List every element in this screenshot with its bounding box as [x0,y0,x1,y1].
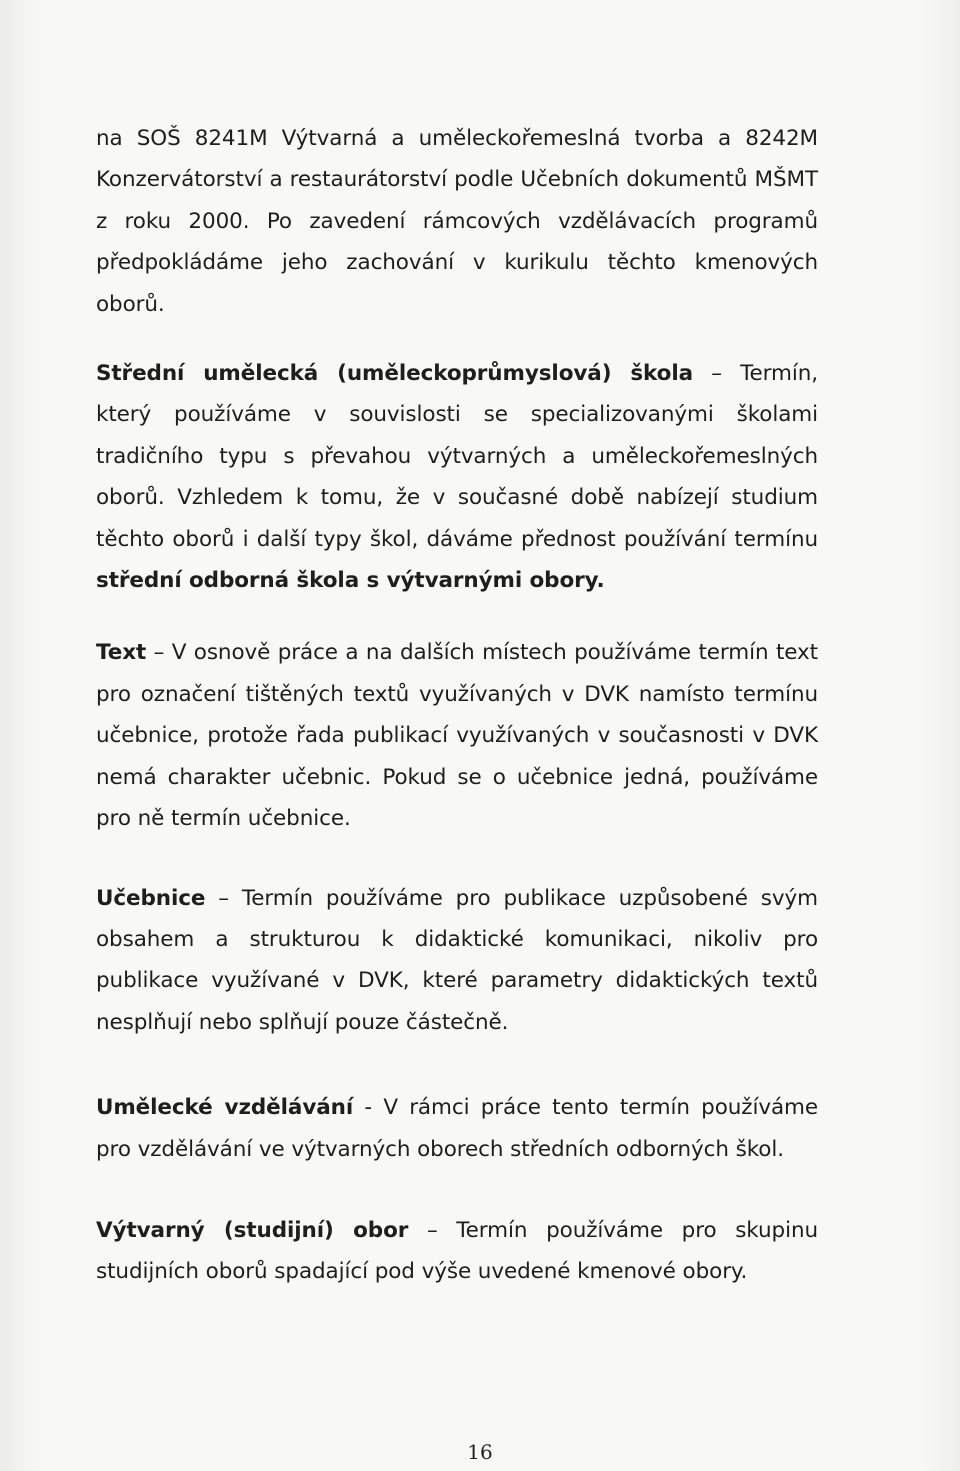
definition-text: – V osnově práce a na dalších místech používáme termín text pro označení tištěných textů využívaných v DVK namísto termínu učebnice, protože řada publikací využívaných v současnosti v DVK nemá charakter učebnic. Pokud se o učebnice jedná, používáme pro ně termín učebnice. [96,640,818,832]
paragraph-umelecke-vzdelavani [96,1087,818,1170]
term-text: Text [96,640,147,666]
definition-umelecke-vzdelavani: - V rámci práce tento termín používáme pro vzdělávání ve výtvarných oborech středních odborných škol. [96,1095,819,1162]
paragraph-vytvarny-obor [96,1210,818,1293]
definition-ucebnice: – Termín používáme pro publikace uzpůsobené svým obsahem a strukturou k didaktické komunikaci, nikoliv pro publikace využívané v DVK, které parametry didaktických textů nesplňují nebo splňují pouze částečně. [96,885,818,1035]
emphasis-stredni-odborna-skola: střední odborná škola s výtvarnými obory. [96,568,605,594]
paragraph-stredni-skola [96,353,818,601]
definition-stredni-skola: – Termín, který používáme v souvislosti se specializovanými školami tradičního typu s převahou výtvarných a uměleckořemeslných oborů. Vzhledem k tomu, že v současné době nabízejí studium těchto oborů i další typy škol, dáváme přednost používání termínu [96,361,819,552]
page-content [96,118,818,1293]
paragraph-intro [96,118,818,325]
paragraph-intro-text: na SOŠ 8241M Výtvarná a uměleckořemeslná tvorba a 8242M Konzervátorství a restaurátorství podle Učebních dokumentů MŠMT z roku 2000. Po zavedení rámcových vzdělávacích programů předpokládáme jeho zachování v kurikulu těchto kmenových oborů. [96,126,818,317]
page-number: 16 [467,1440,493,1464]
paragraph-text [96,632,818,839]
term-ucebnice: Učebnice [96,885,206,911]
term-umelecke-vzdelavani: Umělecké vzdělávání [96,1095,354,1121]
paragraph-ucebnice [96,878,818,1044]
term-vytvarny-obor: Výtvarný (studijní) obor [96,1217,409,1243]
definition-vytvarny-obor: – Termín používáme pro skupinu studijních oborů spadající pod výše uvedené kmenové obory. [96,1217,818,1285]
term-stredni-skola: Střední umělecká (uměleckoprůmyslová) škola [96,361,693,387]
